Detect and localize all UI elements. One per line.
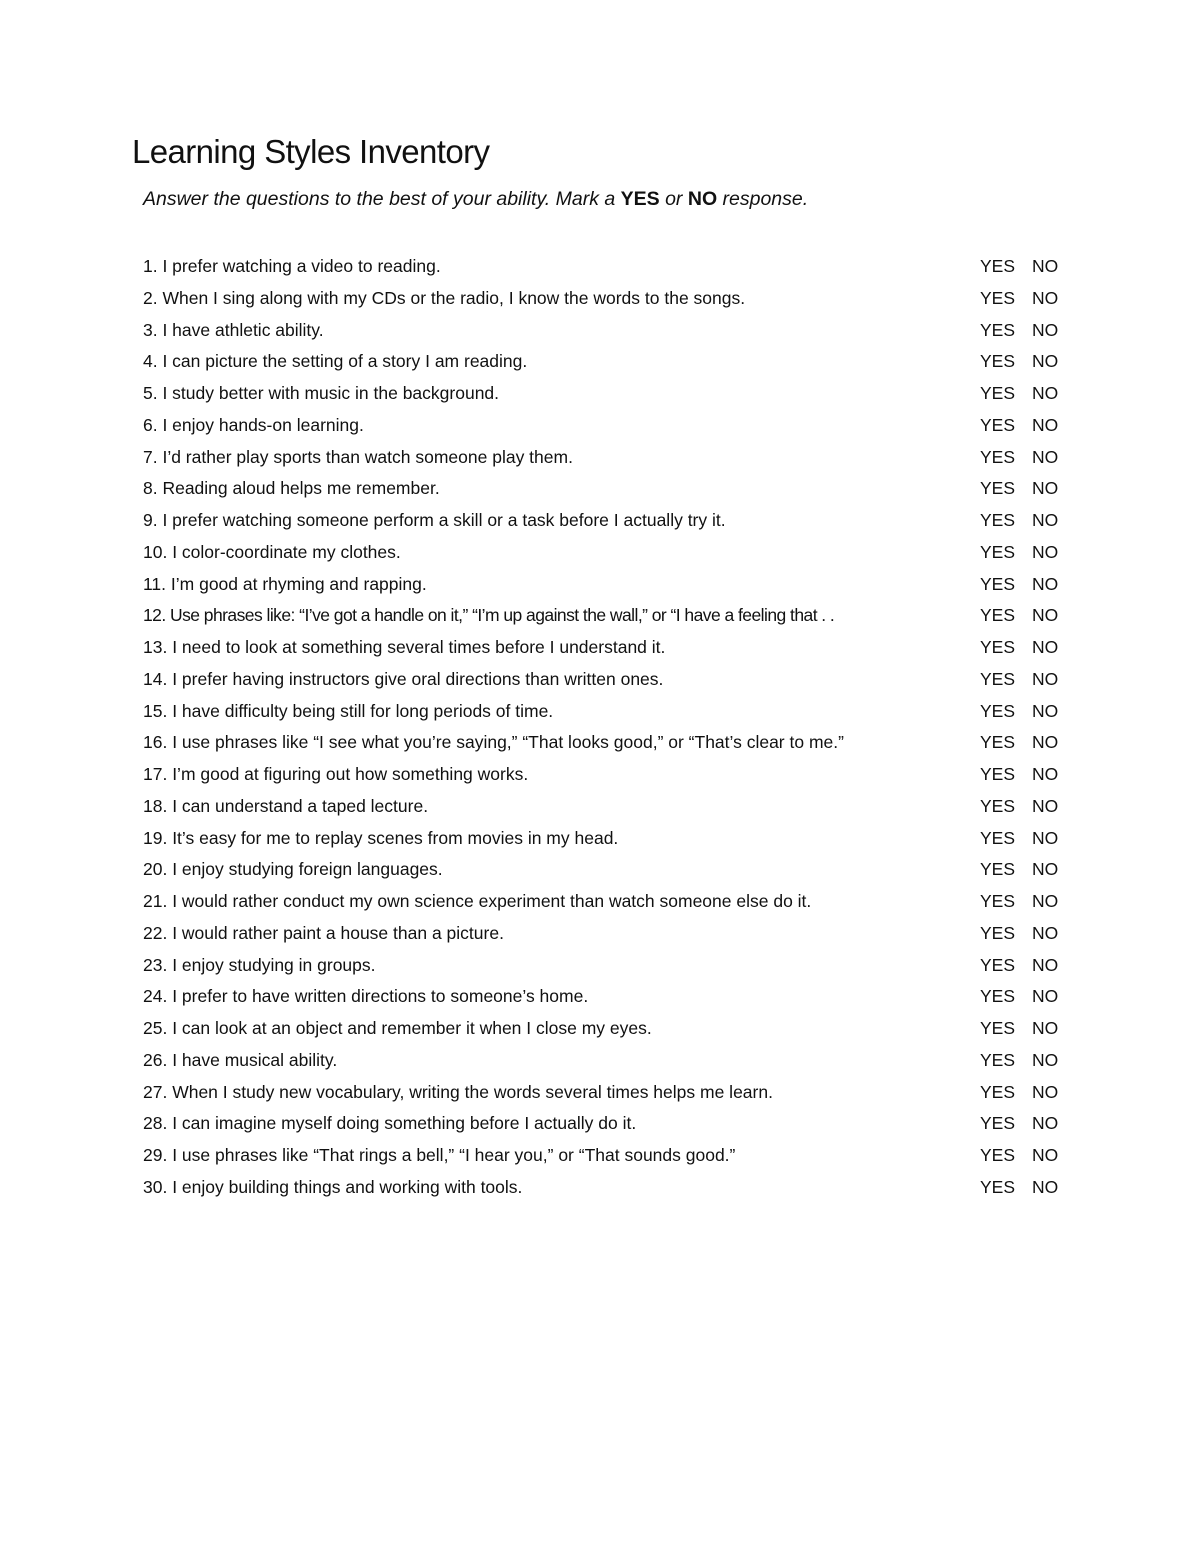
question-text: 10. I color-coordinate my clothes. bbox=[143, 541, 401, 562]
question-text: 4. I can picture the setting of a story I am reading. bbox=[143, 351, 528, 372]
no-option[interactable]: NO bbox=[1032, 637, 1059, 657]
question-text: 20. I enjoy studying foreign languages. bbox=[143, 859, 443, 880]
question-text: 11. I’m good at rhyming and rapping. bbox=[143, 573, 427, 594]
yes-option[interactable]: YES bbox=[980, 700, 1016, 721]
yes-option[interactable]: YES bbox=[980, 1049, 1016, 1070]
no-option[interactable]: NO bbox=[1032, 1176, 1059, 1197]
yes-option[interactable]: YES bbox=[980, 795, 1016, 816]
question-row bbox=[0, 1140, 1200, 1172]
yes-option[interactable]: YES bbox=[980, 1176, 1016, 1197]
no-option[interactable]: NO bbox=[1032, 351, 1059, 372]
no-option[interactable]: NO bbox=[1032, 986, 1059, 1007]
question-text: 15. I have difficulty being still for long periods of time. bbox=[143, 700, 554, 721]
question-text: 8. Reading aloud helps me remember. bbox=[143, 478, 440, 499]
yes-option[interactable]: YES bbox=[980, 414, 1016, 435]
no-option[interactable]: NO bbox=[1032, 541, 1059, 562]
no-option[interactable]: NO bbox=[1032, 827, 1059, 848]
no-option[interactable]: NO bbox=[1032, 1081, 1059, 1102]
yes-option[interactable]: YES bbox=[980, 922, 1016, 943]
yes-option[interactable]: YES bbox=[980, 1113, 1016, 1134]
no-option[interactable]: NO bbox=[1032, 478, 1059, 499]
instructions-yes-word: YES bbox=[620, 188, 660, 210]
question-text: 29. I use phrases like “That rings a bell,” “I hear you,” or “That sounds good.” bbox=[143, 1145, 736, 1165]
no-option[interactable]: NO bbox=[1032, 668, 1059, 689]
yes-option[interactable]: YES bbox=[980, 287, 1016, 308]
no-option[interactable]: NO bbox=[1032, 954, 1059, 975]
question-row bbox=[0, 823, 1200, 855]
question-text: 3. I have athletic ability. bbox=[143, 319, 324, 340]
yes-option[interactable]: YES bbox=[980, 954, 1016, 975]
question-text: 13. I need to look at something several times before I understand it. bbox=[143, 637, 666, 657]
yes-option[interactable]: YES bbox=[980, 986, 1016, 1007]
yes-option[interactable]: YES bbox=[980, 891, 1016, 911]
question-row bbox=[0, 918, 1200, 950]
yes-option[interactable]: YES bbox=[980, 383, 1016, 403]
question-row bbox=[0, 442, 1200, 474]
question-text: 2. When I sing along with my CDs or the radio, I know the words to the songs. bbox=[143, 287, 746, 308]
question-text: 16. I use phrases like “I see what you’re saying,” “That looks good,” or “That’s clear to me.” bbox=[143, 732, 844, 753]
question-text: 17. I’m good at figuring out how something works. bbox=[143, 764, 529, 784]
no-option[interactable]: NO bbox=[1032, 510, 1059, 530]
instructions-no-word: NO bbox=[687, 188, 718, 210]
question-text: 1. I prefer watching a video to reading. bbox=[143, 256, 441, 276]
question-row bbox=[0, 1045, 1200, 1077]
no-option[interactable]: NO bbox=[1032, 1113, 1059, 1134]
no-option[interactable]: NO bbox=[1032, 319, 1059, 340]
yes-option[interactable]: YES bbox=[980, 541, 1016, 562]
question-row bbox=[0, 410, 1200, 442]
no-option[interactable]: NO bbox=[1032, 1049, 1059, 1070]
yes-option[interactable]: YES bbox=[980, 510, 1016, 530]
question-row bbox=[0, 600, 1200, 632]
question-row bbox=[0, 1108, 1200, 1140]
question-list bbox=[0, 251, 1200, 1204]
yes-option[interactable]: YES bbox=[980, 351, 1016, 372]
yes-option[interactable]: YES bbox=[980, 827, 1016, 848]
instructions-text-end: response. bbox=[717, 188, 809, 210]
yes-option[interactable]: YES bbox=[980, 256, 1016, 276]
question-row bbox=[0, 981, 1200, 1013]
question-text: 19. It’s easy for me to replay scenes from movies in my head. bbox=[143, 827, 619, 848]
question-row bbox=[0, 569, 1200, 601]
question-text: 30. I enjoy building things and working with tools. bbox=[143, 1176, 523, 1197]
instructions-text-middle: or bbox=[659, 188, 688, 210]
question-row bbox=[0, 759, 1200, 791]
question-row bbox=[0, 315, 1200, 347]
yes-option[interactable]: YES bbox=[980, 764, 1016, 784]
no-option[interactable]: NO bbox=[1032, 700, 1059, 721]
question-row bbox=[0, 886, 1200, 918]
question-row bbox=[0, 505, 1200, 537]
no-option[interactable]: NO bbox=[1032, 1145, 1059, 1165]
question-row bbox=[0, 251, 1200, 283]
question-text: 22. I would rather paint a house than a picture. bbox=[143, 922, 504, 943]
question-text: 14. I prefer having instructors give oral directions than written ones. bbox=[143, 668, 664, 689]
yes-option[interactable]: YES bbox=[980, 605, 1016, 626]
no-option[interactable]: NO bbox=[1032, 1018, 1059, 1038]
question-row bbox=[0, 1172, 1200, 1204]
question-row bbox=[0, 950, 1200, 982]
question-text: 28. I can imagine myself doing something before I actually do it. bbox=[143, 1113, 637, 1134]
question-text: 12. Use phrases like: “I’ve got a handle on it,” “I’m up against the wall,” or “I have a feeling that . . bbox=[143, 605, 835, 626]
question-row bbox=[0, 1013, 1200, 1045]
yes-option[interactable]: YES bbox=[980, 859, 1016, 880]
yes-option[interactable]: YES bbox=[980, 573, 1016, 594]
question-row bbox=[0, 854, 1200, 886]
no-option[interactable]: NO bbox=[1032, 922, 1059, 943]
question-row bbox=[0, 1077, 1200, 1109]
question-row bbox=[0, 696, 1200, 728]
question-row bbox=[0, 283, 1200, 315]
yes-option[interactable]: YES bbox=[980, 446, 1016, 467]
question-text: 25. I can look at an object and remember it when I close my eyes. bbox=[143, 1018, 652, 1038]
yes-option[interactable]: YES bbox=[980, 668, 1016, 689]
yes-option[interactable]: YES bbox=[980, 1081, 1016, 1102]
question-row bbox=[0, 346, 1200, 378]
question-text: 27. When I study new vocabulary, writing the words several times helps me learn. bbox=[143, 1081, 773, 1102]
no-option[interactable]: NO bbox=[1032, 859, 1059, 880]
yes-option[interactable]: YES bbox=[980, 732, 1016, 753]
no-option[interactable]: NO bbox=[1032, 795, 1059, 816]
question-row bbox=[0, 791, 1200, 823]
no-option[interactable]: NO bbox=[1032, 891, 1059, 911]
page-title: Learning Styles Inventory bbox=[132, 133, 490, 170]
instructions bbox=[143, 186, 808, 212]
instructions-text-start: Answer the questions to the best of your ability. Mark a bbox=[143, 188, 621, 210]
question-row bbox=[0, 664, 1200, 696]
no-option[interactable]: NO bbox=[1032, 732, 1059, 753]
question-row bbox=[0, 537, 1200, 569]
question-text: 6. I enjoy hands-on learning. bbox=[143, 414, 364, 435]
yes-option[interactable]: YES bbox=[980, 1145, 1016, 1165]
no-option[interactable]: NO bbox=[1032, 383, 1059, 403]
question-row bbox=[0, 473, 1200, 505]
question-row bbox=[0, 378, 1200, 410]
no-option[interactable]: NO bbox=[1032, 414, 1059, 435]
question-text: 23. I enjoy studying in groups. bbox=[143, 954, 376, 975]
question-text: 24. I prefer to have written directions to someone’s home. bbox=[143, 986, 589, 1007]
no-option[interactable]: NO bbox=[1032, 287, 1059, 308]
no-option[interactable]: NO bbox=[1032, 256, 1059, 276]
question-text: 7. I’d rather play sports than watch someone play them. bbox=[143, 446, 573, 467]
question-row bbox=[0, 727, 1200, 759]
question-text: 5. I study better with music in the background. bbox=[143, 383, 500, 403]
no-option[interactable]: NO bbox=[1032, 573, 1059, 594]
yes-option[interactable]: YES bbox=[980, 637, 1016, 657]
no-option[interactable]: NO bbox=[1032, 605, 1059, 626]
yes-option[interactable]: YES bbox=[980, 478, 1016, 499]
no-option[interactable]: NO bbox=[1032, 446, 1059, 467]
question-text: 9. I prefer watching someone perform a skill or a task before I actually try it. bbox=[143, 510, 726, 530]
yes-option[interactable]: YES bbox=[980, 319, 1016, 340]
yes-option[interactable]: YES bbox=[980, 1018, 1016, 1038]
question-text: 18. I can understand a taped lecture. bbox=[143, 795, 429, 816]
question-text: 21. I would rather conduct my own science experiment than watch someone else do it. bbox=[143, 891, 812, 911]
question-text: 26. I have musical ability. bbox=[143, 1049, 338, 1070]
no-option[interactable]: NO bbox=[1032, 764, 1059, 784]
question-row bbox=[0, 632, 1200, 664]
